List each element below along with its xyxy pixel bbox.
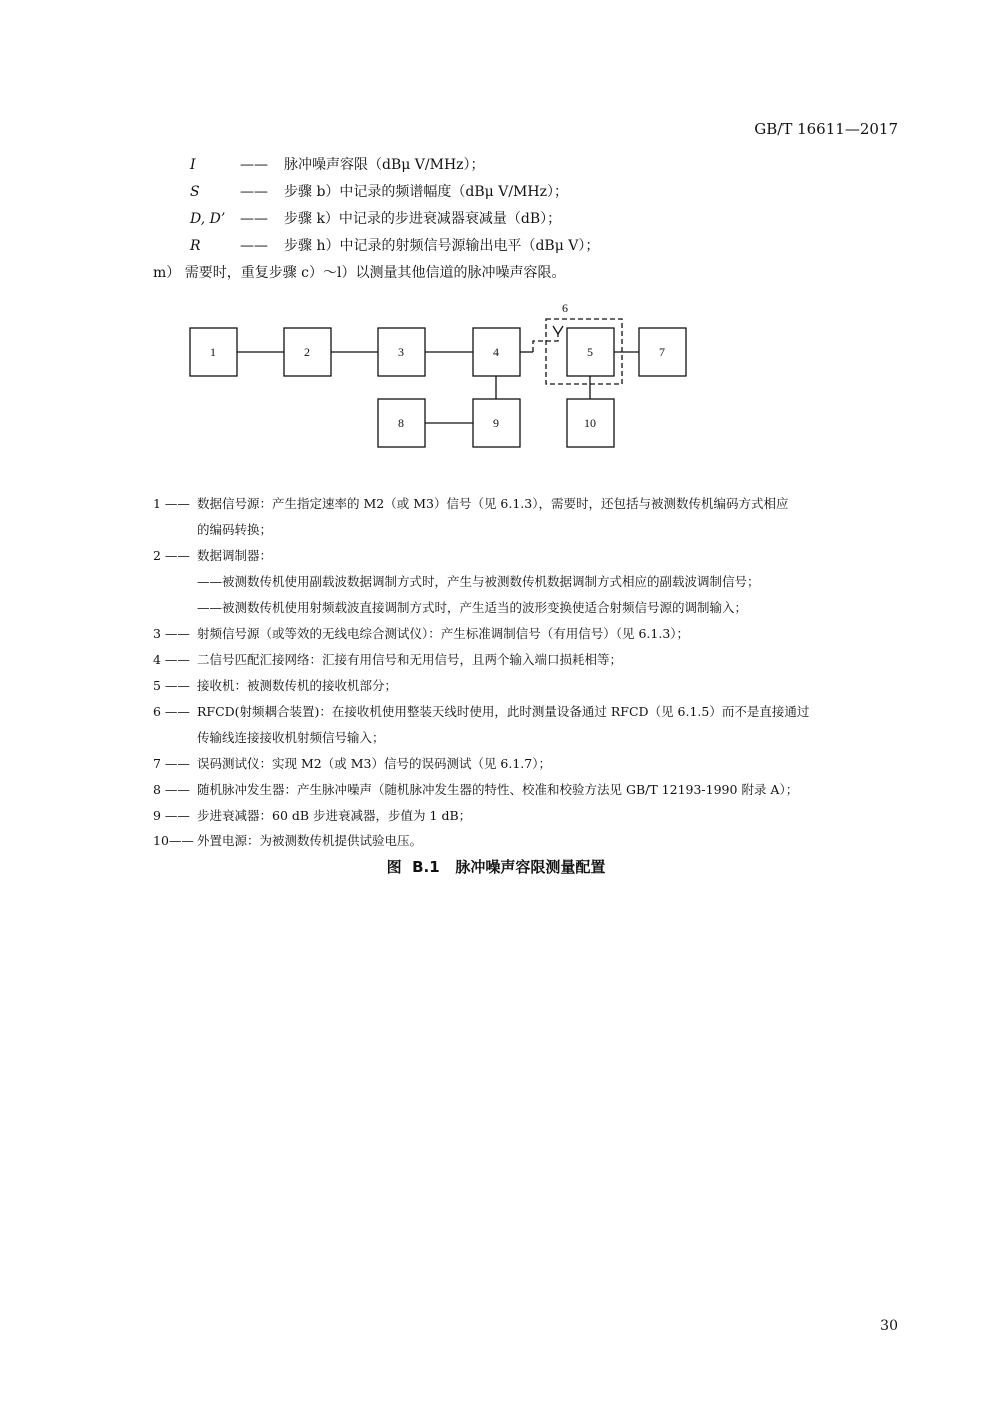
- measurement-block-diagram: [0, 290, 992, 460]
- standard-code: GB/T 16611—2017: [754, 120, 898, 138]
- diagram-label-3: 3: [398, 345, 404, 359]
- legend-item-5: 5 —— 接收机：被测数传机的接收机部分；: [153, 678, 398, 693]
- variable-line-s: [190, 181, 568, 201]
- variable-symbol: D, D’: [190, 211, 226, 227]
- legend-item-8: 8 —— 随机脉冲发生器：产生脉冲噪声（随机脉冲发生器的特性、校准和校验方法见 GB/T 12193-1990 附录 A）；: [153, 782, 799, 797]
- variable-symbol: S: [190, 184, 200, 200]
- rfcd-boundary: [546, 319, 622, 384]
- page-number: 30: [880, 1318, 898, 1334]
- diagram-label-7: 7: [659, 345, 665, 359]
- legend-item-3: 3 —— 射频信号源（或等效的无线电综合测试仪）：产生标准调制信号（有用信号）（见 6.1.3）；: [153, 626, 690, 641]
- legend-item-2-sub2: ——被测数传机使用射频载波直接调制方式时，产生适当的波形变换使适合射频信号源的调制输入；: [197, 600, 748, 615]
- variable-symbol: R: [190, 238, 201, 254]
- variable-description: 步骤 k）中记录的步进衰减器衰减量（dB）；: [284, 211, 562, 227]
- legend-item-2-sub1: ——被测数传机使用副载波数据调制方式时，产生与被测数传机数据调制方式相应的副载波调制信号；: [197, 574, 760, 589]
- diagram-label-6: 6: [562, 301, 568, 315]
- legend-item-6-cont: 传输线连接接收机射频信号输入；: [197, 730, 385, 745]
- legend-item-6: 6 —— RFCD(射频耦合装置)：在接收机使用整装天线时使用，此时测量设备通过 RFCD（见 6.1.5）而不是直接通过: [153, 704, 810, 719]
- legend-item-1-cont: 的编码转换；: [197, 522, 273, 537]
- antenna-icon: [553, 326, 563, 334]
- variable-description: 步骤 b）中记录的频谱幅度（dBμ V/MHz）；: [284, 184, 568, 200]
- legend-item-2: 2 —— 数据调制器：: [153, 548, 273, 563]
- rfcd-dashed-path: [533, 319, 622, 384]
- variable-line-i: [190, 154, 485, 174]
- step-m-text: m） 需要时，重复步骤 c）～l）以测量其他信道的脉冲噪声容限。: [153, 265, 566, 281]
- legend-item-9: 9 —— 步进衰减器：60 dB 步进衰减器，步值为 1 dB；: [153, 808, 472, 823]
- figure-caption: 图 B.1 脉冲噪声容限测量配置: [386, 858, 606, 876]
- variable-description: 步骤 h）中记录的射频信号源输出电平（dBμ V）；: [284, 238, 600, 254]
- variable-dash: ——: [240, 238, 268, 254]
- diagram-label-2: 2: [304, 345, 310, 359]
- legend-item-1: 1 —— 数据信号源：产生指定速率的 M2（或 M3）信号（见 6.1.3），需要时，还包括与被测数传机编码方式相应: [153, 496, 789, 511]
- variable-line-r: [190, 235, 599, 255]
- diagram-label-4: 4: [493, 345, 499, 359]
- variable-line-d: [190, 208, 561, 228]
- variable-dash: ——: [240, 184, 268, 200]
- diagram-label-10: 10: [584, 416, 596, 430]
- diagram-label-1: 1: [210, 345, 216, 359]
- legend-item-7: 7 —— 误码测试仪：实现 M2（或 M3）信号的误码测试（见 6.1.7）；: [153, 756, 551, 771]
- diagram-label-8: 8: [398, 416, 404, 430]
- legend-item-10: 10—— 外置电源：为被测数传机提供试验电压。: [153, 833, 423, 848]
- legend-item-4: 4 —— 二信号匹配汇接网络：汇接有用信号和无用信号，且两个输入端口损耗相等；: [153, 652, 623, 667]
- diagram-label-5: 5: [587, 345, 593, 359]
- variable-dash: ——: [240, 211, 268, 227]
- variable-symbol: I: [190, 157, 196, 173]
- variable-dash: ——: [240, 157, 268, 173]
- diagram-label-9: 9: [493, 416, 499, 430]
- variable-description: 脉冲噪声容限（dBμ V/MHz）；: [284, 157, 485, 173]
